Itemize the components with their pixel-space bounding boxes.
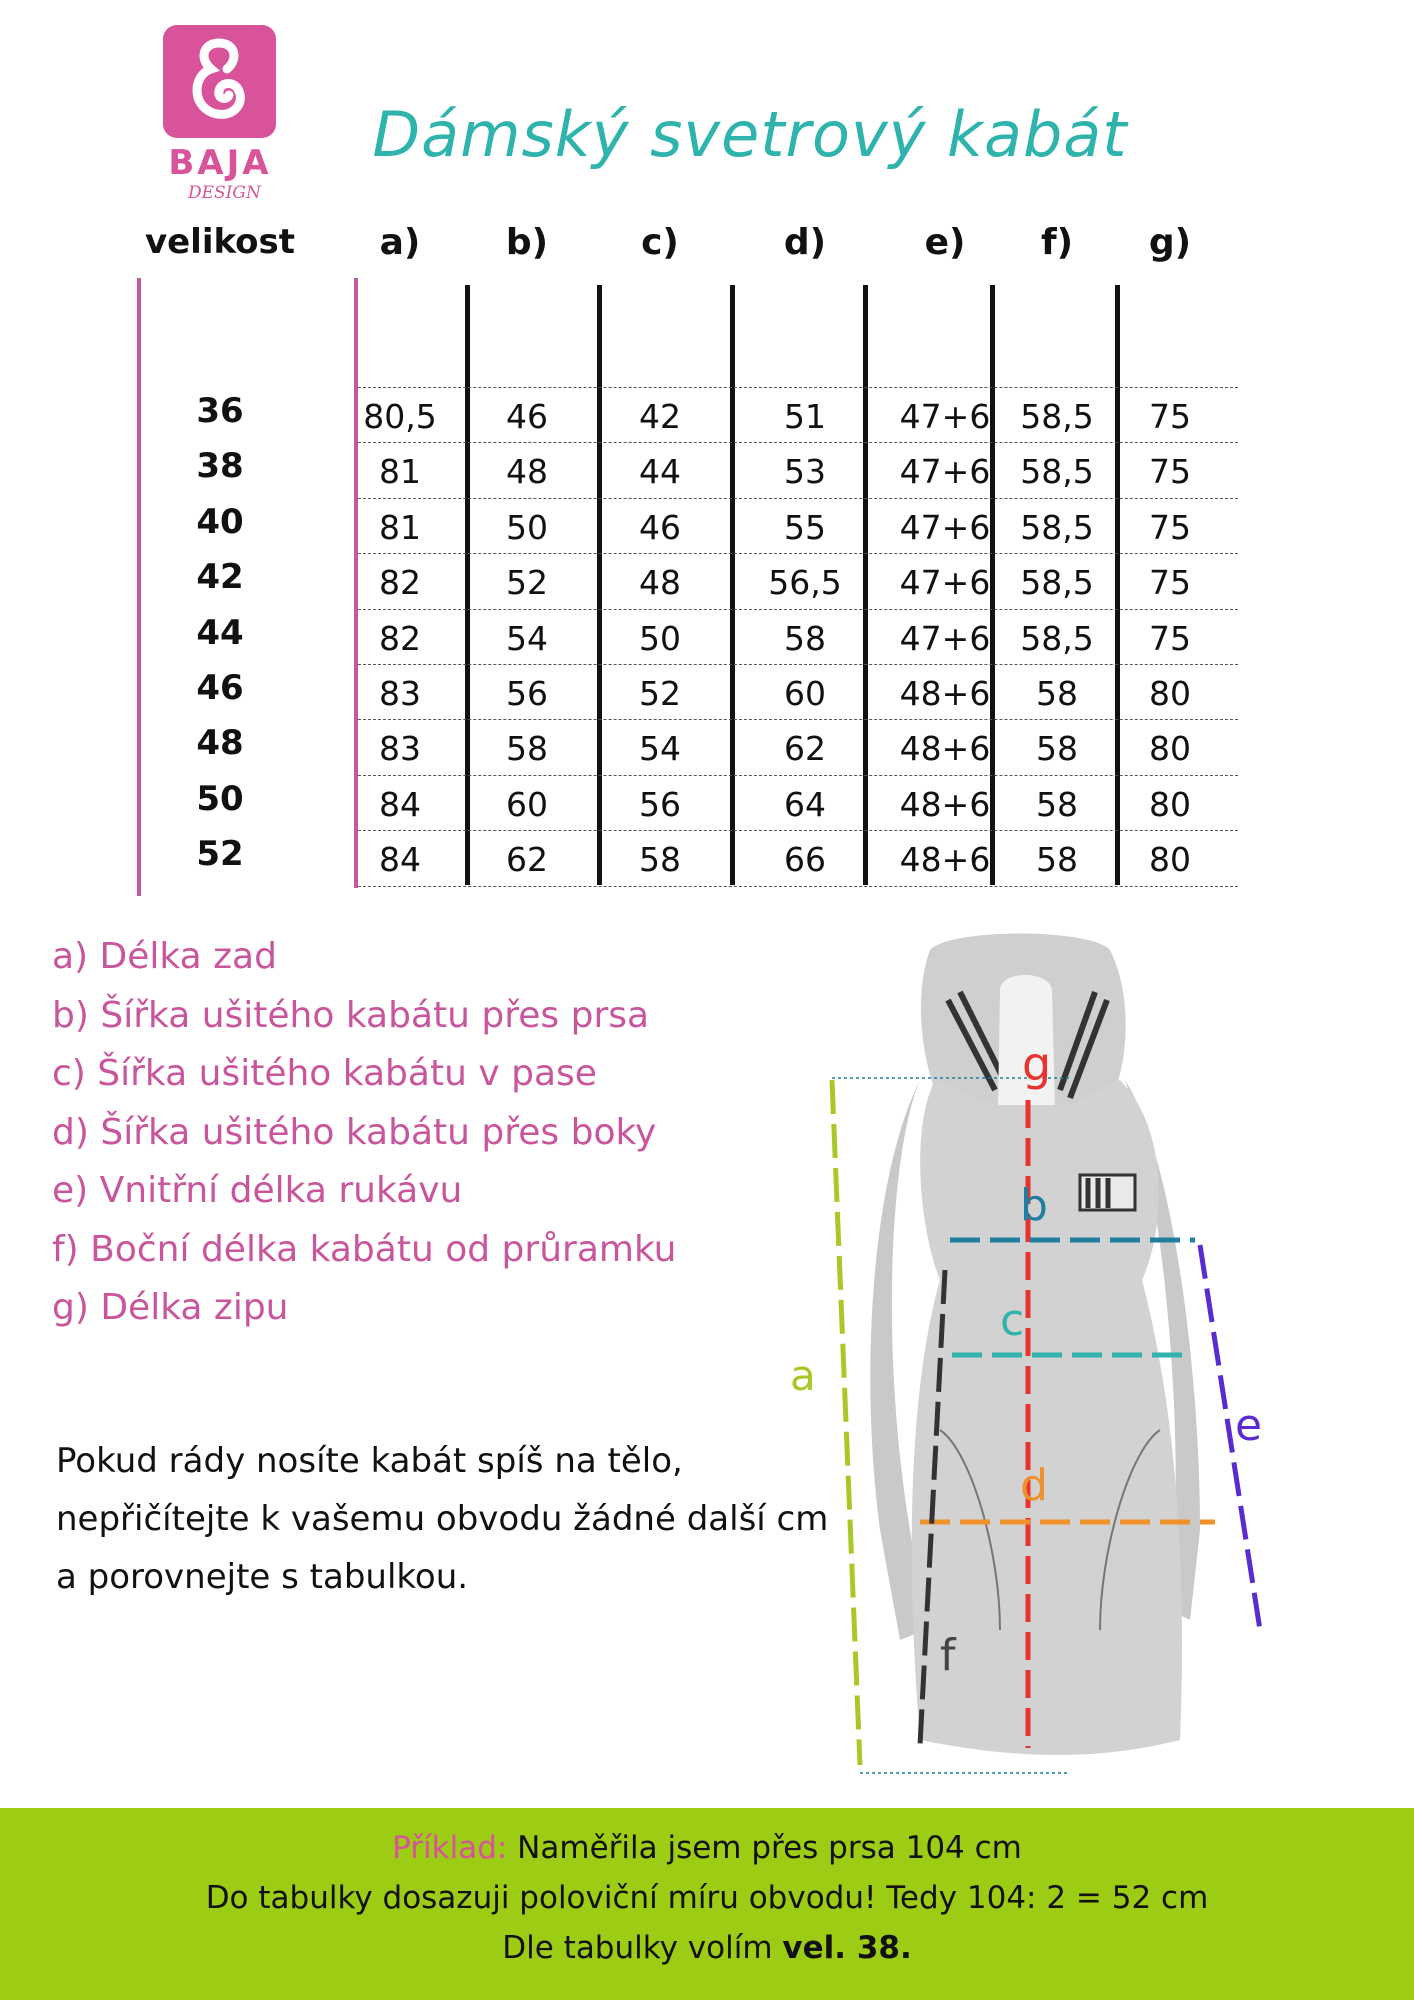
size-value: 46 [196, 668, 244, 708]
size-value: 38 [196, 446, 244, 487]
row-divider [358, 719, 1238, 720]
table-cell: 81 [379, 507, 421, 547]
column-divider [863, 285, 868, 885]
label-b: b [1020, 1180, 1048, 1231]
coat-illustration [770, 930, 1330, 1790]
table-cell: 47+6 [899, 618, 991, 658]
table-cell: 58 [639, 840, 681, 880]
table-cell: 47+6 [899, 507, 991, 547]
table-cell: 58,5 [1020, 452, 1094, 492]
table-cell: 42 [639, 397, 681, 436]
table-cell: 58 [1036, 729, 1078, 769]
table-cell: 60 [784, 674, 826, 713]
table-cell: 82 [379, 563, 421, 603]
legend-item: f) Boční délka kabátu od průramku [52, 1228, 677, 1270]
coat-diagram [770, 930, 1330, 1790]
table-cell: 46 [506, 397, 548, 436]
row-divider [358, 553, 1238, 554]
footer-line-2: Do tabulky dosazuji poloviční míru obvodu! Tedy 104: 2 = 52 cm [205, 1880, 1209, 1916]
footer-line-1 [0, 1830, 1414, 1866]
logo-mark-icon [163, 25, 276, 138]
size-value: 52 [196, 834, 244, 875]
label-f: f [940, 1630, 956, 1681]
table-cell: 56,5 [768, 563, 842, 603]
table-cell: 75 [1149, 452, 1191, 492]
table-cell: 58,5 [1020, 507, 1094, 547]
table-cell: 47+6 [899, 397, 991, 436]
table-cell: 54 [639, 729, 681, 769]
table-cell: 55 [784, 507, 826, 547]
column-divider [465, 285, 470, 885]
table-cell: 58 [1036, 784, 1078, 824]
column-header: b) [505, 222, 549, 263]
table-cell: 56 [639, 784, 681, 824]
row-divider [358, 664, 1238, 665]
table-cell: 50 [639, 618, 681, 658]
table-cell: 64 [784, 784, 826, 824]
table-cell: 83 [379, 729, 421, 769]
example-footer [0, 1808, 1414, 2000]
table-cell: 75 [1149, 563, 1191, 603]
row-divider [358, 609, 1238, 610]
legend-item: e) Vnitřní délka rukávu [52, 1170, 463, 1211]
column-divider [597, 285, 602, 885]
table-cell: 48+6 [899, 840, 991, 880]
note-line: a porovnejte s tabulkou. [56, 1557, 469, 1597]
note-line: Pokud rády nosíte kabát spíš na tělo, [56, 1441, 683, 1481]
fit-note [56, 1432, 829, 1606]
table-left-border [137, 278, 141, 896]
table-cell: 58 [1036, 840, 1078, 880]
legend-item: g) Délka zipu [52, 1287, 289, 1328]
size-value: 40 [196, 501, 244, 542]
size-value: 44 [196, 612, 244, 653]
label-a: a [790, 1351, 816, 1400]
row-divider [358, 442, 1238, 443]
table-cell: 58,5 [1020, 618, 1094, 658]
table-cell: 75 [1149, 618, 1191, 658]
footer-line-3-prefix: Dle tabulky volím [502, 1930, 783, 1966]
table-cell: 53 [784, 452, 826, 492]
brand-name: BAJA [168, 143, 272, 183]
column-header: a) [379, 222, 421, 263]
column-header: c) [641, 222, 679, 263]
column-divider [730, 285, 735, 885]
table-cell: 80 [1149, 840, 1191, 880]
table-cell: 58,5 [1020, 397, 1094, 436]
table-cell: 58,5 [1020, 563, 1094, 603]
table-cell: 58 [1036, 674, 1078, 713]
column-header: g) [1148, 222, 1192, 263]
table-cell: 60 [506, 784, 548, 824]
footer-line-3 [0, 1930, 1414, 1966]
row-divider [358, 775, 1238, 776]
table-cell: 50 [506, 507, 548, 547]
table-cell: 84 [379, 840, 421, 880]
table-cell: 51 [784, 397, 826, 436]
legend-item: c) Šířka ušitého kabátu v pase [52, 1053, 597, 1094]
table-cell: 80 [1149, 729, 1191, 769]
table-cell: 47+6 [899, 563, 991, 603]
label-c: c [1000, 1295, 1025, 1346]
note-line: nepřičítejte k vašemu obvodu žádné další cm [56, 1499, 829, 1539]
label-d: d [1020, 1460, 1048, 1511]
table-cell: 80 [1149, 784, 1191, 824]
size-value: 42 [196, 557, 244, 598]
table-cell: 58 [784, 618, 826, 658]
column-header: f) [1040, 222, 1074, 263]
table-cell: 52 [639, 674, 681, 713]
row-divider [358, 886, 1238, 887]
table-cell: 44 [639, 452, 681, 492]
table-cell: 66 [784, 840, 826, 880]
table-cell: 52 [506, 563, 548, 603]
table-cell: 54 [506, 618, 548, 658]
table-cell: 48 [639, 563, 681, 603]
table-cell: 80,5 [363, 397, 437, 436]
table-cell: 84 [379, 784, 421, 824]
table-cell: 81 [379, 452, 421, 492]
size-value: 36 [196, 391, 244, 431]
example-label: Příklad: [392, 1830, 508, 1866]
size-header: velikost [144, 222, 296, 262]
row-divider [358, 387, 1238, 388]
table-cell: 62 [784, 729, 826, 769]
table-cell: 82 [379, 618, 421, 658]
table-cell: 75 [1149, 397, 1191, 436]
table-cell: 48+6 [899, 729, 991, 769]
table-cell: 80 [1149, 674, 1191, 713]
example-text: Naměřila jsem přes prsa 104 cm [507, 1830, 1022, 1866]
table-cell: 48 [506, 452, 548, 492]
label-e: e [1235, 1400, 1263, 1451]
row-divider [358, 498, 1238, 499]
table-cell: 48+6 [899, 784, 991, 824]
legend-item: d) Šířka ušitého kabátu přes boky [52, 1111, 657, 1153]
page-title: Dámský svetrový kabát [372, 98, 1128, 171]
brand-logo [163, 25, 276, 138]
table-cell: 75 [1149, 507, 1191, 547]
table-cell: 56 [506, 674, 548, 713]
table-cell: 62 [506, 840, 548, 880]
size-value: 50 [196, 778, 244, 819]
column-header: d) [783, 222, 827, 263]
table-cell: 83 [379, 674, 421, 713]
row-divider [358, 830, 1238, 831]
table-cell: 48+6 [899, 674, 991, 713]
size-value: 48 [196, 723, 244, 764]
table-cell: 46 [639, 507, 681, 547]
label-g: g [1022, 1037, 1052, 1091]
chosen-size: vel. 38. [782, 1930, 912, 1966]
column-header: e) [924, 222, 966, 263]
legend-item: b) Šířka ušitého kabátu přes prsa [52, 994, 650, 1036]
brand-sub: DESIGN [188, 183, 261, 203]
legend-item: a) Délka zad [52, 936, 277, 977]
table-cell: 58 [506, 729, 548, 769]
table-cell: 47+6 [899, 452, 991, 492]
